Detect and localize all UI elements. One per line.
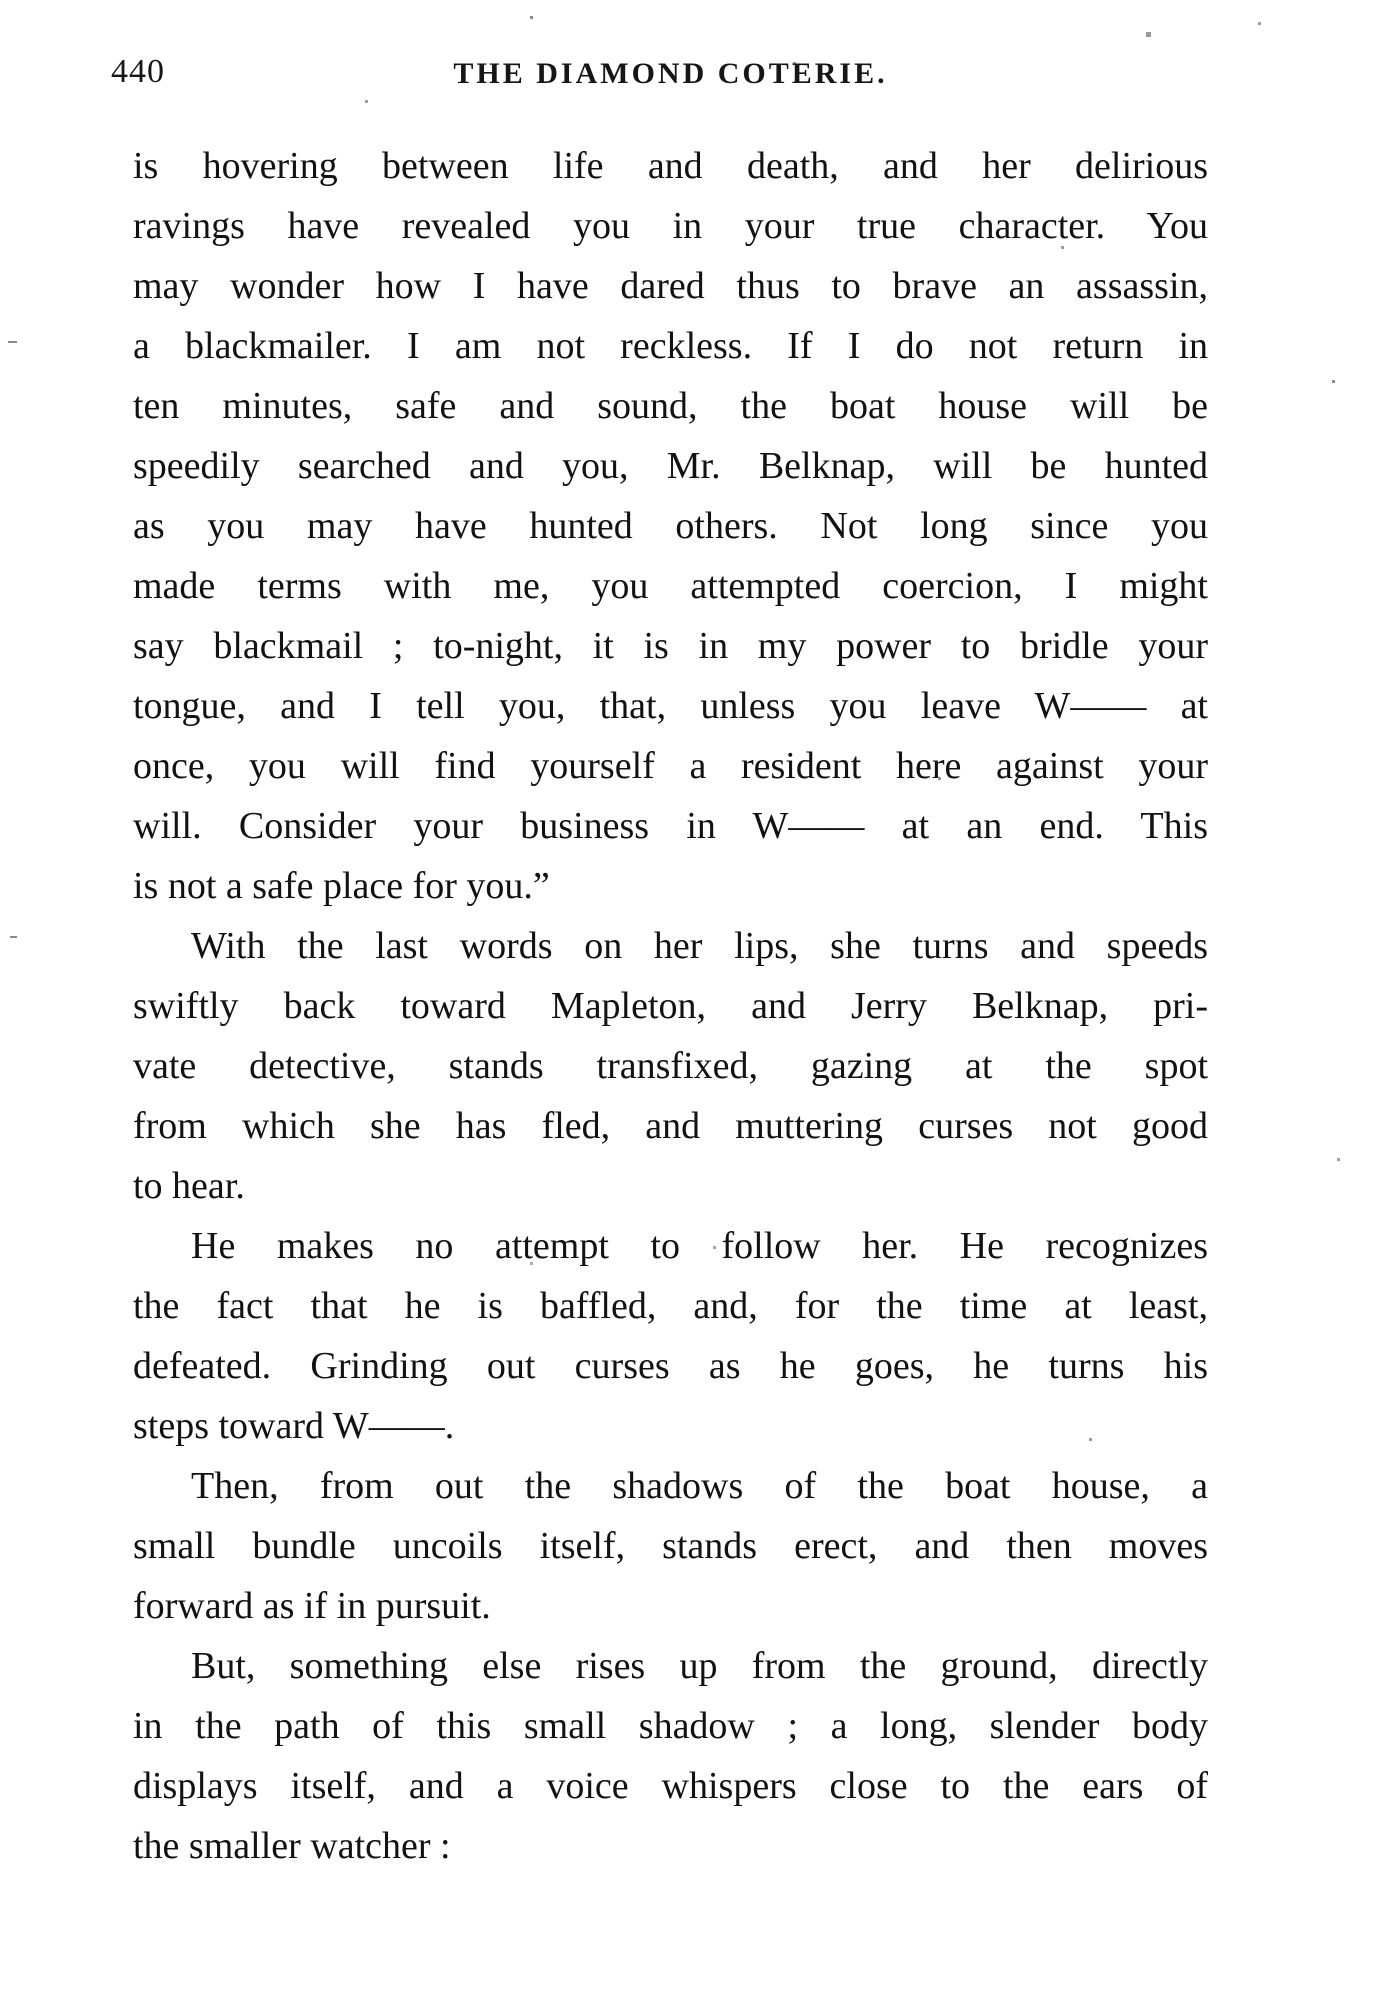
text-line: vate detective, stands transfixed, gazing at the spot	[133, 1045, 1208, 1087]
paragraph	[133, 1636, 1208, 1876]
text-line: Then, from out the shadows of the boat house, a	[191, 1465, 1208, 1507]
text-line: once, you will find yourself a resident here against your	[133, 745, 1208, 787]
text-line: to hear.	[133, 1165, 245, 1207]
body-text	[133, 136, 1208, 1876]
text-line: ten minutes, safe and sound, the boat house will be	[133, 385, 1208, 427]
text-line: With the last words on her lips, she turns and speeds	[191, 925, 1208, 967]
paragraph	[133, 916, 1208, 1216]
paragraph	[133, 136, 1208, 916]
text-line: But, something else rises up from the ground, directly	[191, 1645, 1208, 1687]
text-line: steps toward W——.	[133, 1405, 455, 1447]
text-line: may wonder how I have dared thus to brave an assassin,	[133, 265, 1208, 307]
text-line: is hovering between life and death, and her delirious	[133, 145, 1208, 187]
text-line: say blackmail ; to-night, it is in my power to bridle your	[133, 625, 1208, 667]
text-line: as you may have hunted others. Not long since you	[133, 505, 1208, 547]
text-line: made terms with me, you attempted coercion, I might	[133, 565, 1208, 607]
scan-artifact-dash	[8, 341, 17, 343]
text-line: small bundle uncoils itself, stands erect, and then moves	[133, 1525, 1208, 1567]
scan-specks	[0, 0, 3, 3]
text-line: displays itself, and a voice whispers close to the ears of	[133, 1765, 1208, 1807]
text-line: swiftly back toward Mapleton, and Jerry Belknap, pri-	[133, 985, 1208, 1027]
text-line: a blackmailer. I am not reckless. If I do not return in	[133, 325, 1208, 367]
text-line: will. Consider your business in W—— at an end. This	[133, 805, 1208, 847]
scan-artifact-dash	[10, 936, 17, 938]
text-line: the smaller watcher :	[133, 1825, 451, 1867]
page-number: 440	[111, 53, 165, 90]
text-line: is not a safe place for you.”	[133, 865, 550, 907]
text-line: tongue, and I tell you, that, unless you leave W—— at	[133, 685, 1208, 727]
text-line: forward as if in pursuit.	[133, 1585, 491, 1627]
text-line: He makes no attempt to follow her. He recognizes	[191, 1225, 1208, 1267]
text-line: the fact that he is baffled, and, for the time at least,	[133, 1285, 1208, 1327]
running-title: THE DIAMOND COTERIE.	[453, 57, 888, 90]
text-line: from which she has fled, and muttering curses not good	[133, 1105, 1208, 1147]
paragraph	[133, 1456, 1208, 1636]
paragraph	[133, 1216, 1208, 1456]
text-line: ravings have revealed you in your true character. You	[133, 205, 1208, 247]
text-line: defeated. Grinding out curses as he goes, he turns his	[133, 1345, 1208, 1387]
text-line: speedily searched and you, Mr. Belknap, will be hunted	[133, 445, 1208, 487]
page-header	[111, 0, 1208, 92]
text-line: in the path of this small shadow ; a long, slender body	[133, 1705, 1208, 1747]
